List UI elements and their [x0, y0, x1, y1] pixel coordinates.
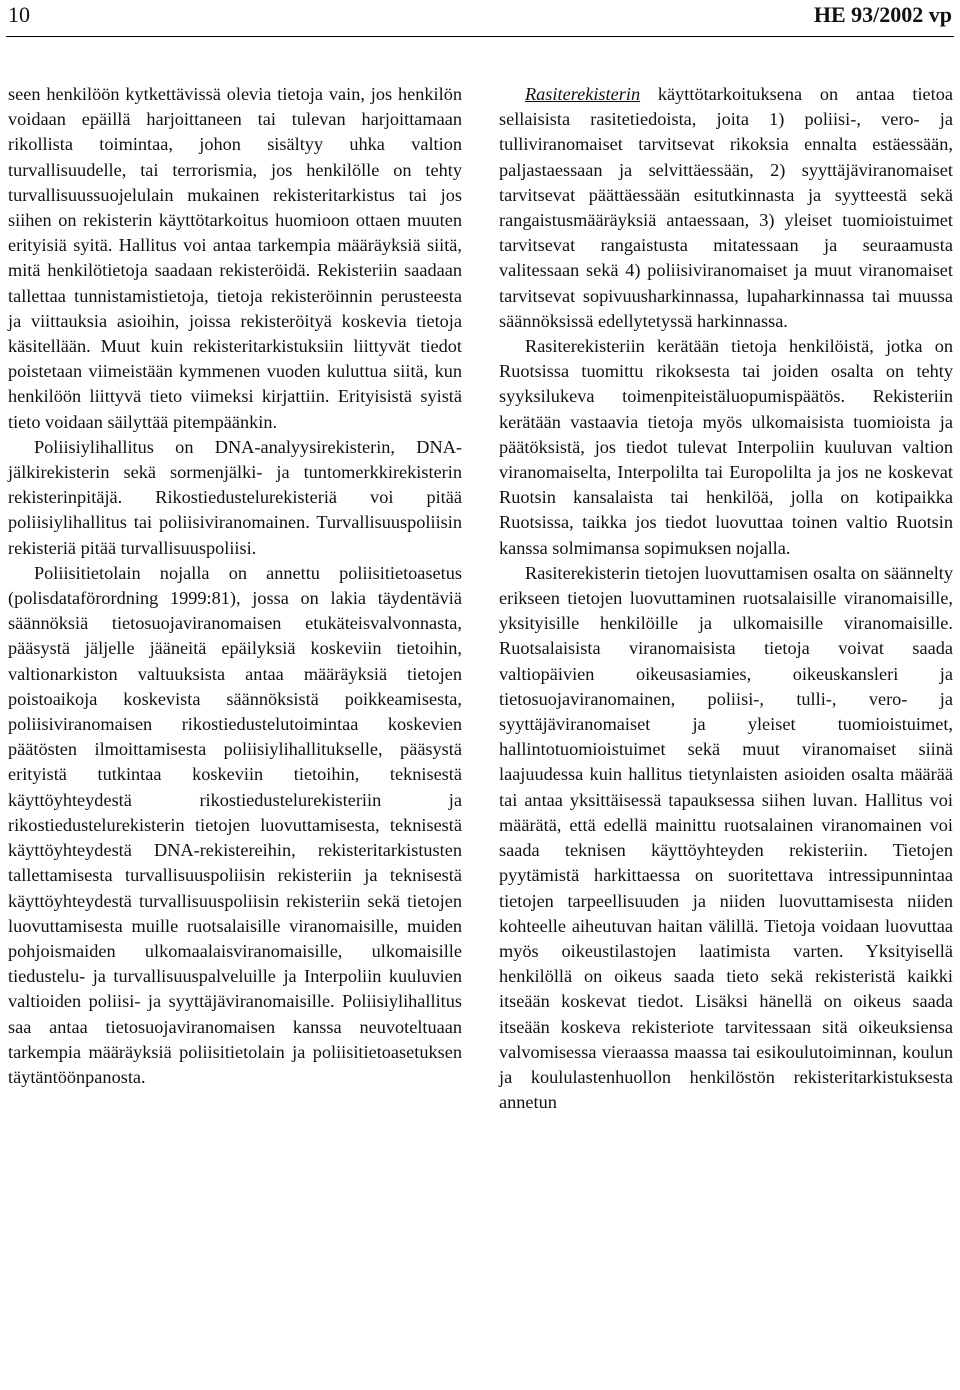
page-number: 10: [8, 2, 30, 27]
right-paragraph-2: Rasiterekisteriin kerätään tietoja henkilöistä, jotka on Ruotsissa tuomittu rikoksesta tai joiden osalta on tehty syyksilukeva toimenpiteistäluopumispäätös. Rekisteriin kerätään vastaavia tietoja myös ulkomaisista tuomioista ja päätöksistä, jos tiedot tulevat Interpoliin kuuluvan valtion viranomaiselta, Interpolilta tai Europolilta ja jos ne koskevat Ruotsin kansalaista tai henkilöä, jolla on kotipaikka Ruotsissa, taikka jos tiedot luovuttaa toinen valtio Ruotsin kanssa solmimansa sopimuksen nojalla.: [499, 336, 953, 558]
document-id: HE 93/2002 vp: [813, 2, 952, 27]
right-paragraph-1-text: käyttötarkoituksena on antaa tietoa sellaisista rasitetiedoista, joita 1) poliisi-, vero- ja tulliviranomaiset tarvitsevat rikoksia ennalta estäessään, paljastaessaan ja selvittäessään, 2) syyttäjäviranomaiset tarvitsevat päättäessään esitutkinnasta ja syytteestä sekä rangaistusmääräyksiä antaessaan, 3) yleiset tuomioistuimet tarvitsevat rangaistusta mitatessaan ja seuraamusta valitessaan sekä 4) poliisiviranomaiset ja muut viranomaiset tarvitsevat sopivuusharkinnassa, lupaharkinnassa tai muussa säännöksissä edellytetyssä harkinnassa.: [499, 84, 953, 331]
right-paragraph-1: [499, 82, 953, 334]
left-paragraph-2: Poliisiylihallitus on DNA-analyysirekisterin, DNA-jälkirekisterin sekä sormenjälki- ja tuntomerkkirekisterin rekisterinpitäjä. Rikostiedustelurekisteriä voi pitää poliisiylihallitus tai poliisiviranomainen. Turvallisuuspoliisin rekisteriä pitää turvallisuuspoliisi.: [8, 436, 462, 558]
register-term: Rasiterekisterin: [525, 84, 641, 104]
left-column: [8, 82, 462, 1090]
left-paragraph-3: Poliisitietolain nojalla on annettu poliisitietoasetus (polisdataförordning 1999:81), jossa on lakia täydentäviä säännöksiä tietosuojaviranomaisen etukäteisvalvonnasta, pääsystä jäljelle jääneitä epäilyksiä koskeviin tietoihin, valtionarkiston valtuuksista antaa määräyksiä tietojen poistoaikoja koskevista säännöksistä poikkeamisesta, poliisiviranomaisen rikostiedustelutoimintaa koskevien päätösten ilmoittamisesta poliisiylihallitukselle, pääsystä erityistä tutkintaa koskeviin tietoihin, teknisestä käyttöyhteydestä rikostiedustelurekisteriin ja rikostiedustelurekisterin tietojen luovuttamisesta, teknisestä käyttöyhteydestä DNA-rekistereihin, rekisteritarkistusten tallettamisesta turvallisuuspoliisin rekisteriin ja teknisestä käyttöyhteydestä turvallisuuspoliisin rekisteriin sekä tietojen luovuttamisesta muille ruotsalaisille viranomaisille, muiden pohjoismaiden ulkomaalaisviranomaisille, ulkomaisille tiedustelu- ja turvallisuuspalveluille ja Interpoliin kuuluvien valtioiden poliisi- ja syyttäjäviranomaisille. Poliisiylihallitus saa antaa tietosuojaviranomaisen kanssa neuvoteltuaan tarkempia määräyksiä poliisitietolain ja poliisitietoasetuksen täytäntöönpanosta.: [8, 562, 462, 1087]
left-paragraph-1: seen henkilöön kytkettävissä olevia tietoja vain, jos henkilön voidaan epäillä harjoittaneen tai tulevan harjoittamaan rikollista toimintaa, johon sisältyy uhka valtion turvallisuudelle, tai terrorismia, jos henkilölle on tehty turvallisuussuojelulain mukainen rekisteritarkistus tai jos siihen on rekisterin käyttötarkoitus huomioon ottaen muuten erityisiä syitä. Hallitus voi antaa tarkempia määräyksiä siitä, mitä henkilötietoja saadaan rekisteröidä. Rekisteriin saadaan tallettaa tunnistamistietoja, tietoja rekisteröinnin perusteesta ja viittauksia asioihin, joissa rekisteröityä koskevia tietoja käsitellään. Muut kuin rekisteritarkistuksiin liittyvät tiedot poistetaan viimeistään kymmenen vuoden kuluttua siitä, kun henkilöön liittyvä tieto viimeksi kirjattiin. Erityisistä syistä tieto voidaan säilyttää pitempäänkin.: [8, 84, 462, 432]
header-rule: [6, 36, 954, 37]
right-column: [499, 82, 953, 1115]
right-paragraph-3: Rasiterekisterin tietojen luovuttamisen osalta on säännelty erikseen tietojen luovuttaminen ruotsalaisille viranomaisille, yksityisille henkilöille ja ulkomaisille viranomaisille. Ruotsalaisista viranomaisista tietoja voivat saada valtiopäivien oikeusasiamies, oikeuskansleri ja tietosuojaviranomainen, poliisi-, tulli-, vero- ja syyttäjäviranomaiset ja yleiset tuomioistuimet, hallintotuomioistuimet sekä muut viranomaiset siinä laajuudessa kuin hallitus tietynlaisten asioiden osalta määrää tai antaa yksittäisessä tapauksessa siihen luvan. Hallitus voi määrätä, että edellä mainittu ruotsalainen viranomainen voi saada teknisen käyttöyhteyden rekisteriin. Tietojen pyytämistä harkittaessa on suoritettava intressipunnintaa tietojen tarpeellisuuden ja niiden luovuttamisesta niiden kohteelle aiheutuvan haitan välillä. Tietoja voidaan luovuttaa myös oikeustilastojen laatimista varten. Yksityisellä henkilöllä on oikeus saada tieto sekä rekisteristä kaikki itseään koskevat tiedot. Lisäksi hänellä on oikeus saada itseään koskeva rekisteriote tarvitessaan sitä oikeuksiensa valvomisessa vieraassa maassa tai esikoulutoiminnan, koulun ja koululastenhuollon henkilöstön rekisteritarkistuksesta annetun: [499, 562, 953, 1113]
